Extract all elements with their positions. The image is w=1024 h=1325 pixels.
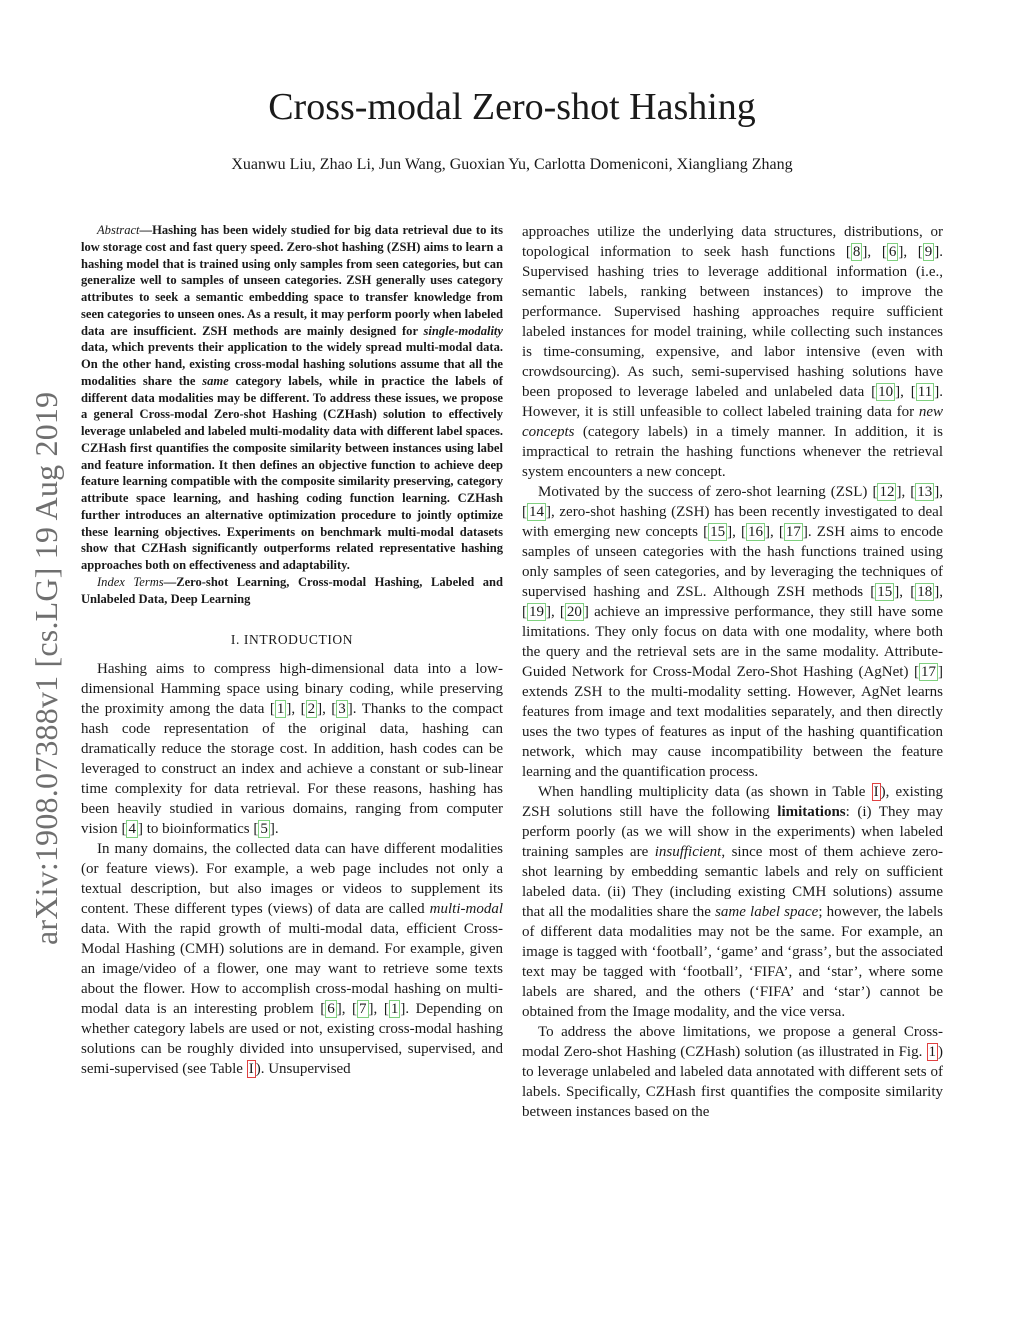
citation-link[interactable]: 3 (338, 701, 346, 718)
left-column (81, 222, 503, 1079)
citation-link[interactable]: 7 (359, 1001, 367, 1018)
paper-title: Cross-modal Zero-shot Hashing (268, 86, 756, 128)
citation-link[interactable]: 6 (888, 244, 897, 260)
citation-link[interactable]: 5 (260, 821, 268, 838)
citation-link[interactable]: 8 (852, 244, 861, 260)
citation-link[interactable]: 17 (921, 664, 936, 680)
citation-link[interactable]: 18 (917, 584, 933, 600)
citation-link[interactable]: 20 (566, 604, 582, 620)
abstract: Abstract—Hashing has been widely studied for big data retrieval due to its low storage cost and fast query speed. Zero-shot hashing (ZSH) aims to learn a hashing model that is trained using only samples from seen categories, but can generalize well to samples of unseen categories. ZSH generally uses category attributes to seek a semantic embedding space to transfer knowledge from seen categories to unseen ones. As a result, it may perform poorly when labeled data are insufficient. ZSH methods are mainly designed for single-modality data, which prevents their application to the widely spread multi-modal data. On the other hand, existing cross-modal hashing solutions assume that all the modalities share the same category labels, while in practice the labels of different data modalities may be different. To address these issues, we propose a general Cross-modal Zero-shot Hashing (CZHash) solution to effectively leverage unlabeled and labeled multi-modality data with different label spaces. CZHash first quantifies the composite similarity between instances using label and feature information. It then defines an objective function to achieve deep feature learning compatible with the composite similarity preserving, category attribute space learning, and hashing coding function learning. CZHash further introduces an alternative optimization procedure to jointly optimize these learning objectives. Experiments on benchmark multi-modal datasets show that CZHash significantly outperforms related representative hashing approaches both on effectiveness and adaptability. (81, 223, 503, 572)
citation-link[interactable]: 15 (877, 584, 893, 600)
citation-link[interactable]: 11 (917, 384, 933, 400)
index-terms-lead: Index Terms (97, 574, 164, 589)
intro-paragraph-6: To address the above limitations, we propose a general Cross-modal Zero-shot Hashing (CZHash) solution (as illustrated in Fig. 1 ) to leverage unlabeled and labeled data annotated with different sets of labels. Specifically, CZHash first quantifies the composite similarity between instances based on the (522, 1024, 943, 1120)
citation-link[interactable]: 6 (327, 1001, 335, 1018)
citation-link[interactable]: 13 (917, 484, 933, 500)
table-reference-link[interactable]: I (248, 1061, 254, 1078)
citation-link[interactable]: 2 (307, 701, 316, 718)
citation-link[interactable]: 1 (390, 1001, 399, 1018)
right-column (522, 222, 943, 1122)
figure-reference-link[interactable]: 1 (928, 1044, 936, 1060)
arxiv-identifier-stamp: arXiv:1908.07388v1 [cs.LG] 19 Aug 2019 (28, 391, 64, 945)
citation-link[interactable]: 14 (529, 504, 544, 520)
citation-link[interactable]: 12 (879, 484, 895, 500)
citation-link[interactable]: 1 (276, 701, 285, 718)
intro-paragraph-1: Hashing aims to compress high-dimensional data into a low-dimensional Hamming space using binary coding, while preserving the proximity among the data [ 1 ], [ 2 ], [ 3 ]. Thanks to the compact hash code representation of the original data, hashing can dramatically reduce the storage cost. In addition, hash codes can be leveraged to construct an index and achieve a constant or sub-linear time complexity for data retrieval. For these reasons, hashing has been heavily studied in various domains, ranging from computer vision [ 4 ] to bioinformatics [ 5 ]. (81, 661, 504, 838)
intro-paragraph-3: approaches utilize the underlying data structures, distributions, or topological information to seek hash functions [ 8 ], [ 6 ], [ 9 ]. Supervised hashing tries to leverage additional information (i.e., semantic labels, ranking between instances) to improve the performance. Supervised hashing approaches require sufficient labeled instances for model training, while collecting such instances is time-consuming, expensive, and labor intensive (even with crowdsourcing). As such, semi-supervised hashing solutions have been proposed to leverage labeled and unlabeled data [ 10 ], [ 11 ]. However, it is still unfeasible to collect labeled training data for new concepts (category labels) in a timely manner. In addition, it is impractical to retrain the hashing functions whenever the retrieval system encounters a new concept. (522, 224, 943, 480)
citation-link[interactable]: 4 (128, 821, 136, 838)
citation-link[interactable]: 9 (924, 244, 933, 260)
intro-paragraph-5: When handling multiplicity data (as shown in Table I ), existing ZSH solutions still have the following limitations: (i) They may perform poorly (as we will show in the experiments) when labeled training samples are insufficient, since most of them achieve zero-shot learning by embedding semantic labels and rely on sufficient labeled data. (ii) They (including existing CMH solutions) assume that all the modalities share the same label space; however, the labels of different data modalities may not be the same. For example, an image is tagged with ‘football’, ‘game’ and ‘grass’, but the associated text may be tagged with ‘football’, ‘FIFA’, and ‘star’, where some labels are shared, and the others (‘FIFA’ and ‘star’) cannot be obtained from the Image modality, and the vice versa. (522, 784, 943, 1020)
citation-link[interactable]: 15 (710, 524, 726, 540)
intro-paragraph-4: Motivated by the success of zero-shot learning (ZSL) [ 12 ], [ 13 ], [ 14 ], zero-shot hashing (ZSH) has been recently investigated to deal with emerging new concepts [ 15 ], [ 16 ], [ 17 ]. ZSH aims to encode samples of unseen categories with the hash functions trained using only samples of seen categories, and by leveraging the techniques of supervised hashing and ZSL. Although ZSH methods [ 15 ], [ 18 ], [ 19 ], [ 20 ] achieve an impressive performance, they still have some limitations. They only focus on data with one modality, where both the query and the retrieval sets are in the same modality. Attribute-Guided Network for Cross-Modal Zero-Shot Hashing (AgNet) [ 17 ] extends ZSH to the multi-modality setting. However, AgNet learns features from image and text modalities separately, and then directly uses the two types of features as input of the hashing quantification network, which may cause incompatibility between the feature learning and the quantification process. (522, 484, 944, 780)
citation-link[interactable]: 19 (529, 604, 544, 620)
index-terms: Index Terms—Zero-shot Learning, Cross-modal Hashing, Labeled and Unlabeled Data, Deep Learning (81, 574, 503, 606)
citation-link[interactable]: 17 (785, 524, 801, 540)
intro-paragraph-2: In many domains, the collected data can have different modalities (or feature views). For example, a web page includes not only a textual description, but also images or videos to supplement its content. These different types (views) of data are called multi-modal data. With the rapid growth of multi-modal data, efficient Cross-Modal Hashing (CMH) solutions are in demand. For example, given an image/video of a flower, one may want to retrieve some texts about the flower. How to accomplish cross-modal hashing on multi-modal data is an interesting problem [ 6 ], [ 7 ], [ 1 ]. Depending on whether category labels are used or not, existing cross-modal hashing solutions can be roughly divided into unsupervised, supervised, and semi-supervised (see Table I ). Unsupervised (81, 841, 503, 1078)
paper-authors: Xuanwu Liu, Zhao Li, Jun Wang, Guoxian Yu, Carlotta Domeniconi, Xiangliang Zhang (231, 156, 793, 173)
citation-link[interactable]: 10 (878, 384, 894, 400)
table-reference-link[interactable]: I (873, 784, 879, 800)
section-heading-introduction: I. INTRODUCTION (230, 632, 354, 648)
abstract-lead: Abstract (97, 223, 140, 237)
citation-link[interactable]: 16 (747, 524, 763, 540)
